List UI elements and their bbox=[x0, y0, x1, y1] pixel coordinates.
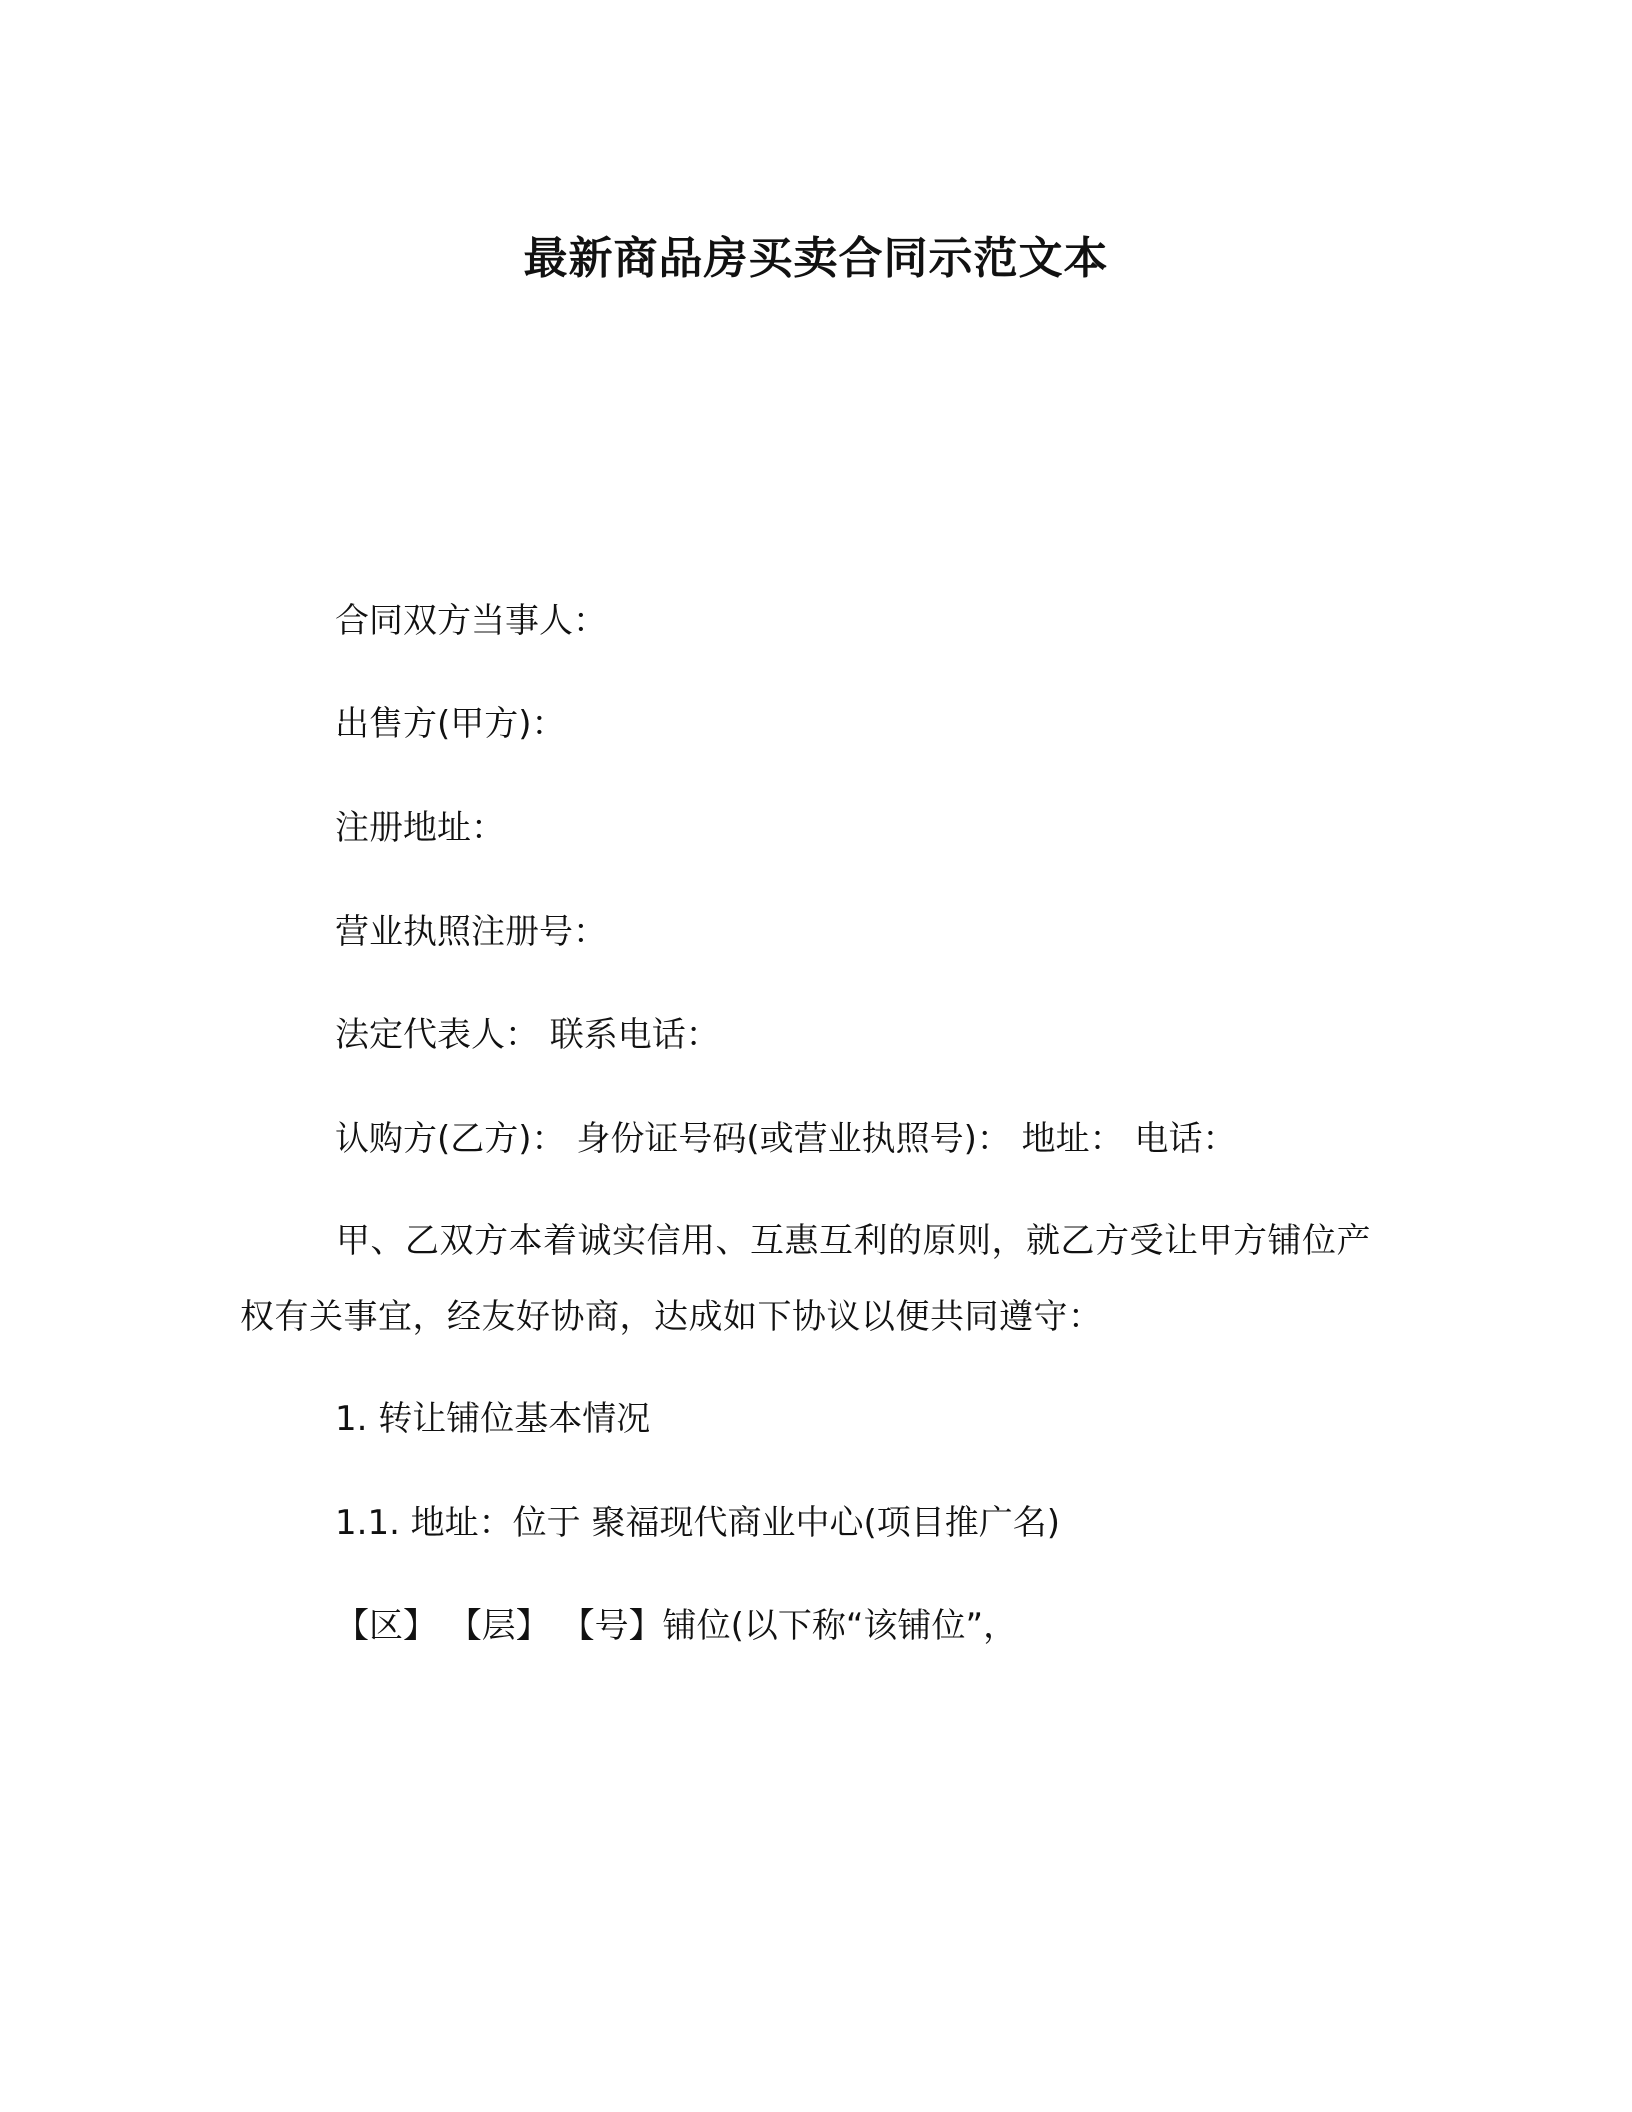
section-1-heading: 1. 转让铺位基本情况 bbox=[335, 1399, 651, 1439]
unit-designation: 【区】 【层】 【号】铺位(以下称“该铺位”， bbox=[335, 1606, 1018, 1646]
seller-field: 出售方(甲方)： bbox=[335, 704, 566, 744]
legal-representative-field: 法定代表人： 联系电话： bbox=[335, 1015, 720, 1055]
registered-address-field: 注册地址： bbox=[335, 808, 505, 848]
business-license-field: 营业执照注册号： bbox=[335, 912, 607, 952]
buyer-field: 认购方(乙方)： 身份证号码(或营业执照号)： 地址： 电话： bbox=[335, 1119, 1237, 1159]
section-1-1-address: 1.1. 地址：位于 聚福现代商业中心(项目推广名) bbox=[335, 1503, 1061, 1543]
parties-heading: 合同双方当事人： bbox=[335, 601, 607, 641]
agreement-preamble: 甲、乙双方本着诚实信用、互惠互利的原则，就乙方受让甲方铺位产权有关事宜，经友好协商，达成如下协议以便共同遵守： bbox=[240, 1221, 1371, 1337]
document-title: 最新商品房买卖合同示范文本 bbox=[523, 233, 1109, 284]
